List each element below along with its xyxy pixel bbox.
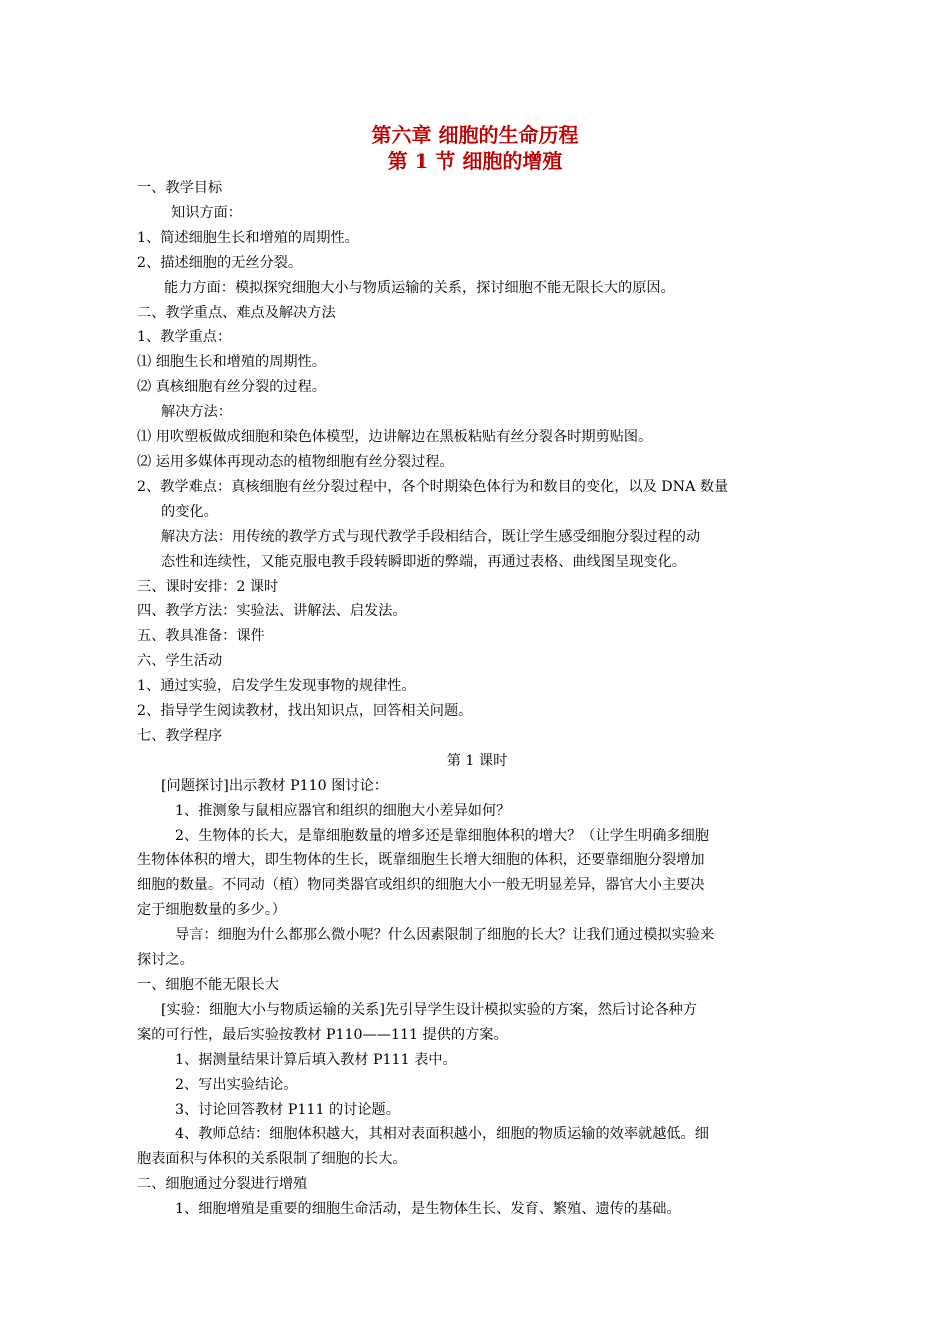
list-item: 2、写出实验结论。 — [175, 1076, 298, 1093]
text-line: 解决方法：用传统的教学方式与现代教学手段相结合，既让学生感受细胞分裂过程的动 — [161, 528, 701, 545]
heading-schedule: 三、课时安排：2 课时 — [137, 578, 279, 595]
chapter-title: 第六章 细胞的生命历程 — [371, 123, 579, 147]
list-item: 1、据测量结果计算后填入教材 P111 表中。 — [175, 1051, 457, 1068]
list-item: 4、教师总结：细胞体积越大，其相对表面积越小，细胞的物质运输的效率就越低。细 — [175, 1126, 709, 1143]
list-item: ⑴ 细胞生长和增殖的周期性。 — [137, 354, 326, 371]
subheading-ability: 能力方面：模拟探究细胞大小与物质运输的关系，探讨细胞不能无限长大的原因。 — [164, 279, 675, 296]
heading-cell-size: 一、细胞不能无限长大 — [137, 977, 279, 993]
list-item: 2、描述细胞的无丝分裂。 — [137, 254, 303, 271]
document-body — [137, 176, 817, 1222]
text-line: 细胞的数量。不同动（植）物同类器官或组织的细胞大小一般无明显差异，器官大小主要决 — [137, 877, 705, 894]
list-item: 1、推测象与鼠相应器官和组织的细胞大小差异如何？ — [175, 802, 511, 819]
text-line: 导言：细胞为什么都那么微小呢？什么因素限制了细胞的长大？让我们通过模拟实验来 — [175, 927, 715, 944]
list-item: 1、教学重点： — [137, 329, 232, 346]
text-line: 胞表面积与体积的关系限制了细胞的长大。 — [137, 1151, 407, 1168]
text-line: 态性和连续性，又能克服电教手段转瞬即逝的弊端，再通过表格、曲线图呈现变化。 — [161, 553, 686, 570]
list-item: 2、教学难点：真核细胞有丝分裂过程中，各个时期染色体行为和数目的变化，以及 DNA 数量 — [137, 478, 729, 495]
text-line: [问题探讨]出示教材 P110 图讨论： — [161, 777, 388, 794]
list-item: 1、通过实验，启发学生发现事物的规律性。 — [137, 678, 416, 695]
heading-materials: 五、教具准备：课件 — [137, 628, 265, 645]
text-line: 生物体体积的增大，即生物体的生长，既靠细胞生长增大细胞的体积，还要靠细胞分裂增加 — [137, 852, 705, 869]
heading-teaching-goals: 一、教学目标 — [137, 180, 223, 196]
list-item: ⑵ 运用多媒体再现动态的植物细胞有丝分裂过程。 — [137, 453, 454, 470]
heading-teaching-procedure: 七、教学程序 — [137, 727, 223, 744]
text-line: 定于细胞数量的多少。） — [137, 902, 286, 919]
section-title: 第 1 节 细胞的增殖 — [387, 149, 563, 173]
text-line: 的变化。 — [161, 503, 218, 520]
list-item: 3、讨论回答教材 P111 的讨论题。 — [175, 1101, 400, 1118]
text-line: 案的可行性，最后实验按教材 P110——111 提供的方案。 — [137, 1026, 508, 1043]
list-item: ⑵ 真核细胞有丝分裂的过程。 — [137, 379, 326, 396]
list-item: 1、细胞增殖是重要的细胞生命活动，是生物体生长、发育、繁殖、遗传的基础。 — [175, 1201, 681, 1218]
text-line: [实验：细胞大小与物质运输的关系]先引导学生设计模拟实验的方案，然后讨论各种方 — [161, 1001, 698, 1018]
subheading-solution: 解决方法： — [161, 404, 232, 421]
text-line: 探讨之。 — [137, 952, 194, 969]
heading-methods: 四、教学方法：实验法、讲解法、启发法。 — [137, 603, 407, 620]
heading-cell-division: 二、细胞通过分裂进行增殖 — [137, 1176, 308, 1193]
heading-key-points: 二、教学重点、难点及解决方法 — [137, 304, 336, 321]
list-item: 1、简述细胞生长和增殖的周期性。 — [137, 229, 359, 246]
subheading-knowledge: 知识方面： — [171, 204, 242, 221]
list-item: 2、指导学生阅读教材，找出知识点，回答相关问题。 — [137, 703, 473, 720]
heading-student-activities: 六、学生活动 — [137, 653, 223, 670]
lesson-label: 第 1 课时 — [446, 752, 508, 769]
list-item: 2、生物体的长大，是靠细胞数量的增多还是靠细胞体积的增大？（让学生明确多细胞 — [175, 827, 709, 844]
list-item: ⑴ 用吹塑板做成细胞和染色体模型，边讲解边在黑板粘贴有丝分裂各时期剪贴图。 — [137, 429, 653, 446]
